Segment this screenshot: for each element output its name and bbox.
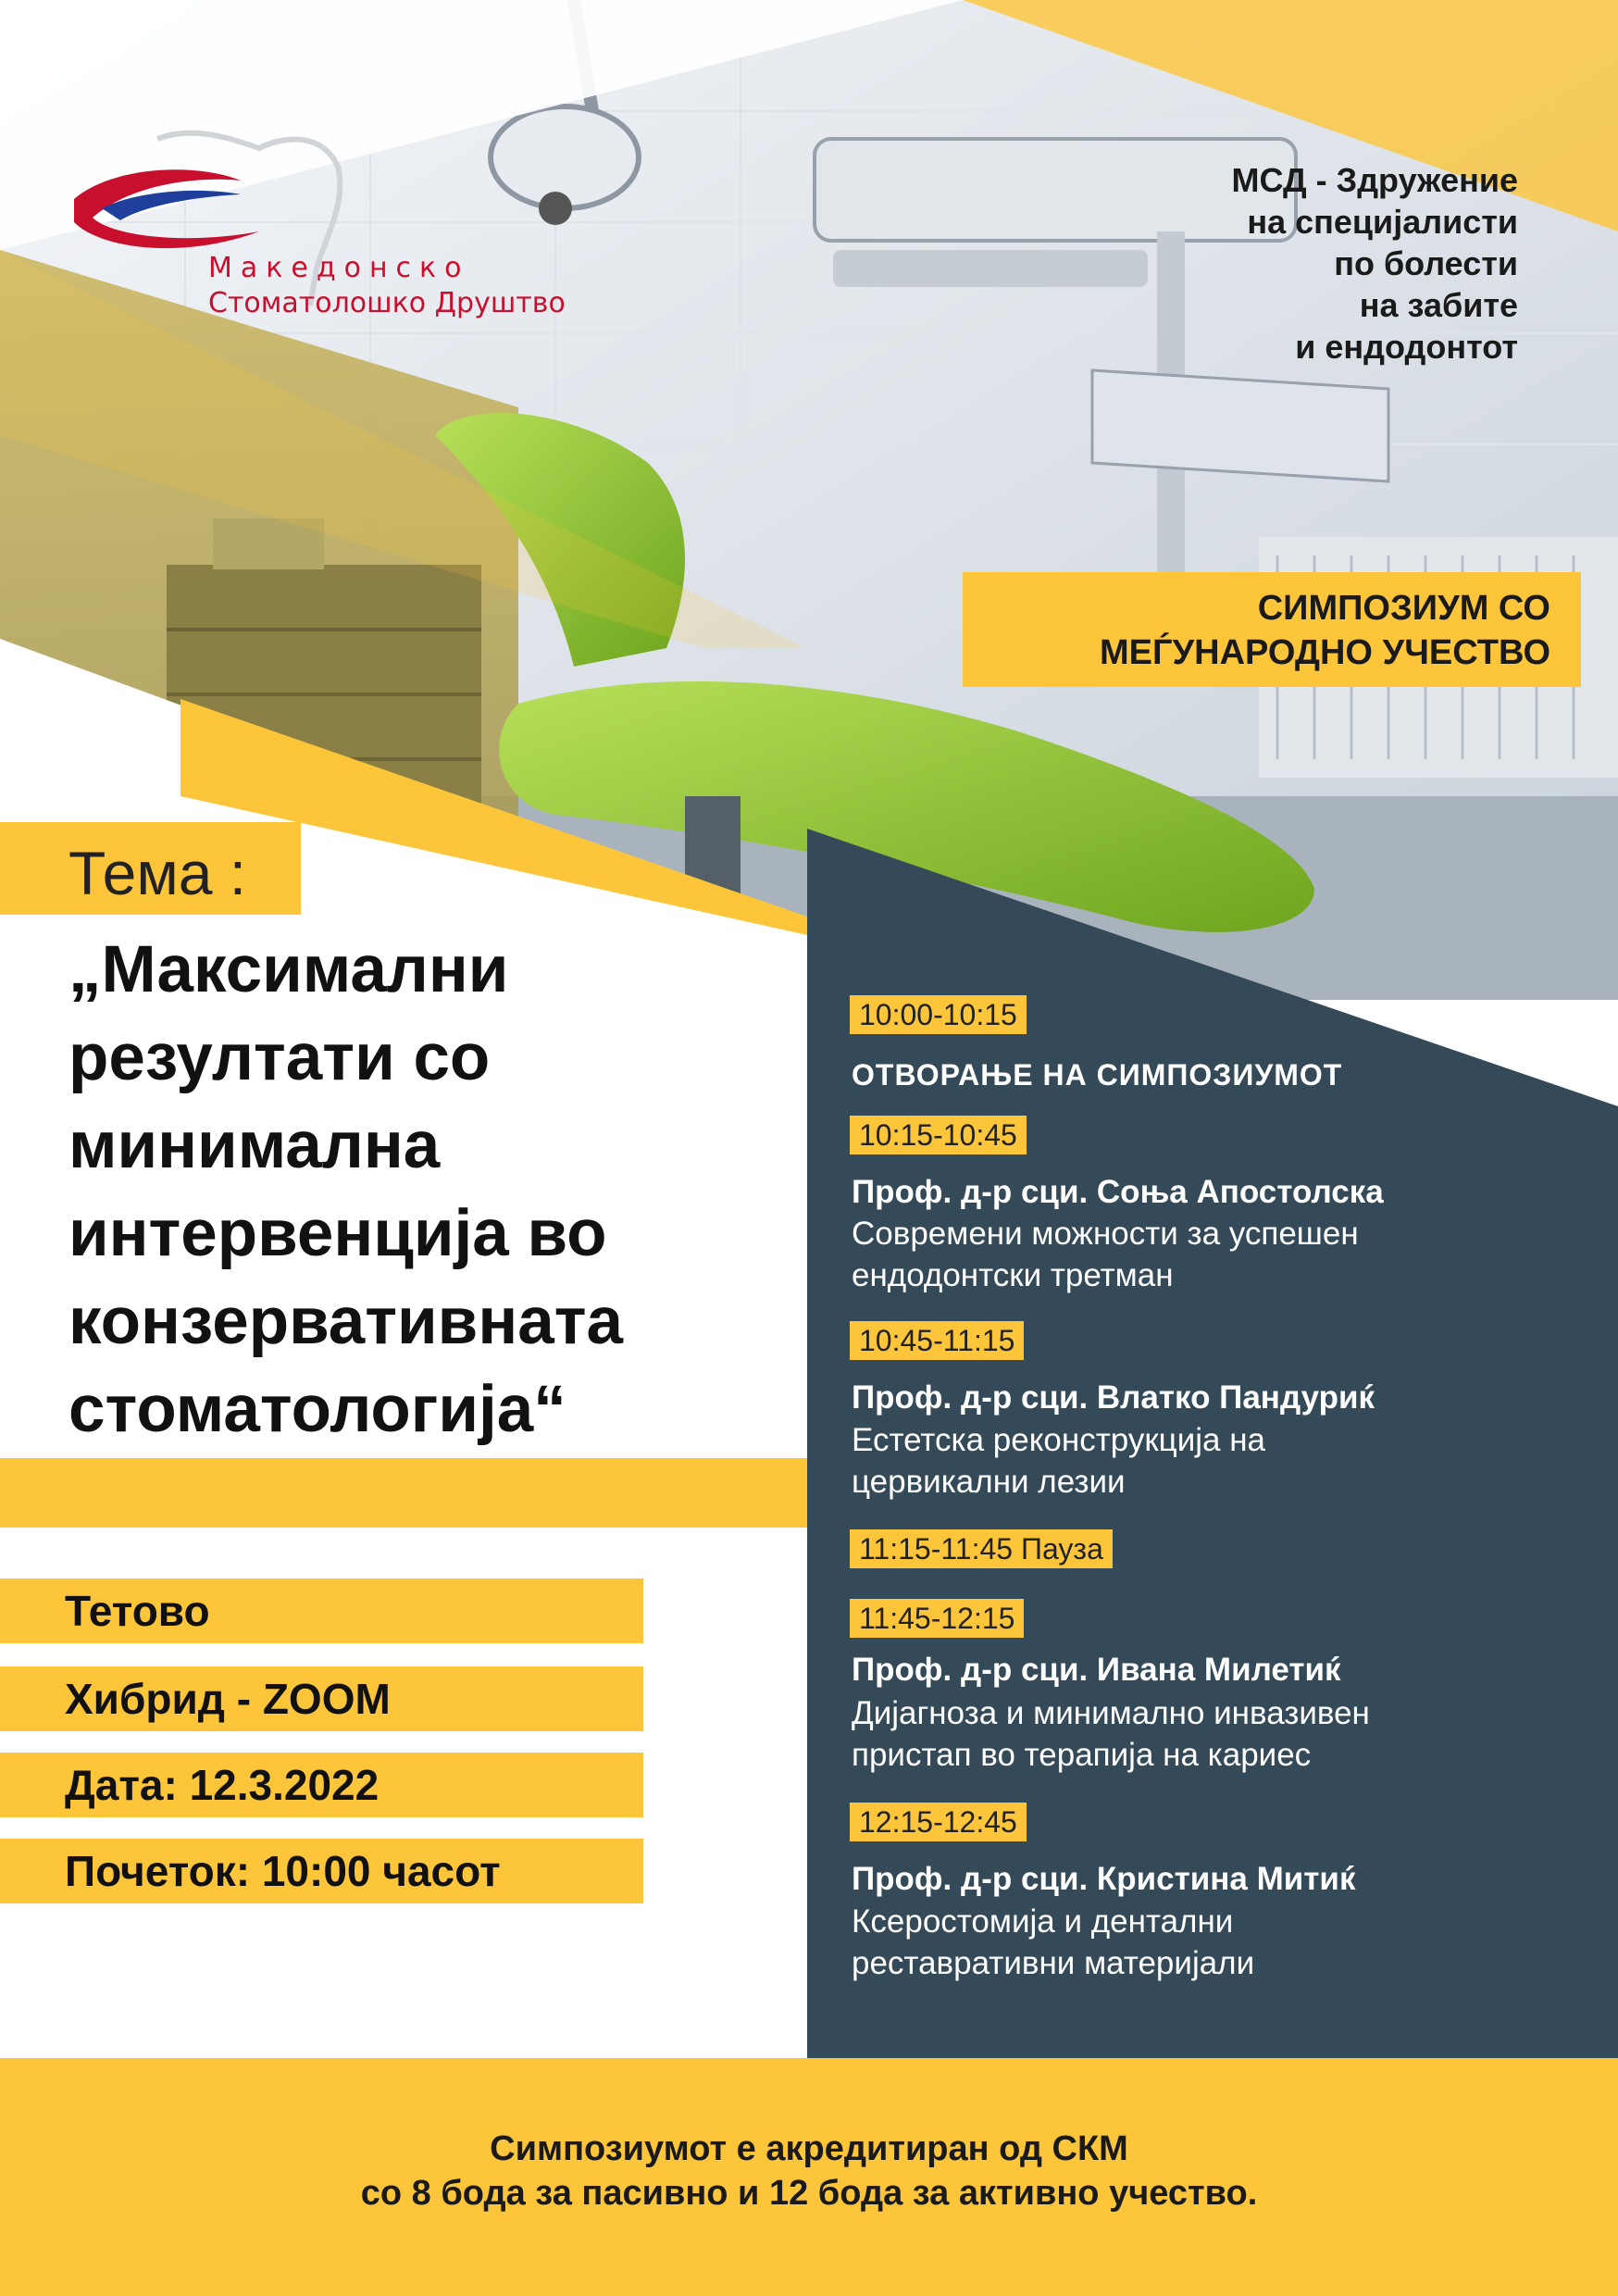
title-line: минимална	[68, 1109, 441, 1182]
theme-label: Тема :	[68, 839, 247, 907]
time-badge: 10:45-11:15	[850, 1321, 1024, 1360]
title-line: интервенција во	[68, 1197, 607, 1270]
footer-text	[0, 2127, 1618, 2215]
city-text: Тетово	[65, 1587, 210, 1635]
logo-line2: Стоматолошко Друштво	[208, 287, 566, 319]
talk-topic: Современи можности за успешен ендодонтски третман	[852, 1216, 1359, 1293]
speaker-name: Проф. д-р сци. Соња Апостолска	[852, 1174, 1384, 1210]
theme-title	[68, 926, 809, 1454]
talk-topic: Ксеростомија и дентални реставративни материјали	[852, 1903, 1255, 1981]
title-line: резултати со	[68, 1021, 491, 1094]
title-line: стоматологија“	[68, 1373, 566, 1446]
speaker-name: Проф. д-р сци. Кристина Митиќ	[852, 1861, 1356, 1897]
talk-topic: Естетска реконструкција на цервикални лезии	[852, 1422, 1266, 1500]
logo-line1: Македонско	[208, 252, 470, 284]
format-text: Хибрид - ZOOM	[65, 1675, 391, 1723]
title-line: „Максимални	[68, 933, 509, 1006]
time-badge: 10:00-10:15	[850, 995, 1027, 1034]
opening-label: ОТВОРАЊЕ НА СИМПОЗИУМОТ	[852, 1058, 1343, 1092]
symposium-line1: СИМПОЗИУМ СО	[1257, 589, 1550, 628]
title-line: конзервативната	[68, 1285, 623, 1358]
time-badge: 11:45-12:15	[850, 1599, 1024, 1638]
organizer-text: МСД - Здружение на специјалисти по болести на забите и ендодонтот	[1231, 161, 1518, 366]
time-badge: 12:15-12:45	[850, 1803, 1027, 1841]
start-text: Почеток: 10:00 часот	[65, 1847, 501, 1895]
speaker-name: Проф. д-р сци. Ивана Милетиќ	[852, 1652, 1341, 1688]
footer-line1: Симпозиумот е акредитиран од СКМ	[490, 2129, 1128, 2168]
symposium-banner	[963, 572, 1581, 687]
divider-strip	[0, 1458, 807, 1528]
time-badge: 10:15-10:45	[850, 1116, 1027, 1154]
talk-topic: Дијагноза и минимално инвазивен пристап во терапија на кариес	[852, 1695, 1370, 1773]
date-text: Дата: 12.3.2022	[65, 1761, 380, 1809]
break-badge: 11:15-11:45 Пауза	[850, 1529, 1113, 1568]
speaker-name: Проф. д-р сци. Влатко Пандуриќ	[852, 1379, 1375, 1416]
footer-line2: со 8 бода за пасивно и 12 бода за активно учество.	[360, 2174, 1258, 2213]
symposium-line2: МЕЃУНАРОДНО УЧЕСТВО	[1099, 633, 1550, 672]
